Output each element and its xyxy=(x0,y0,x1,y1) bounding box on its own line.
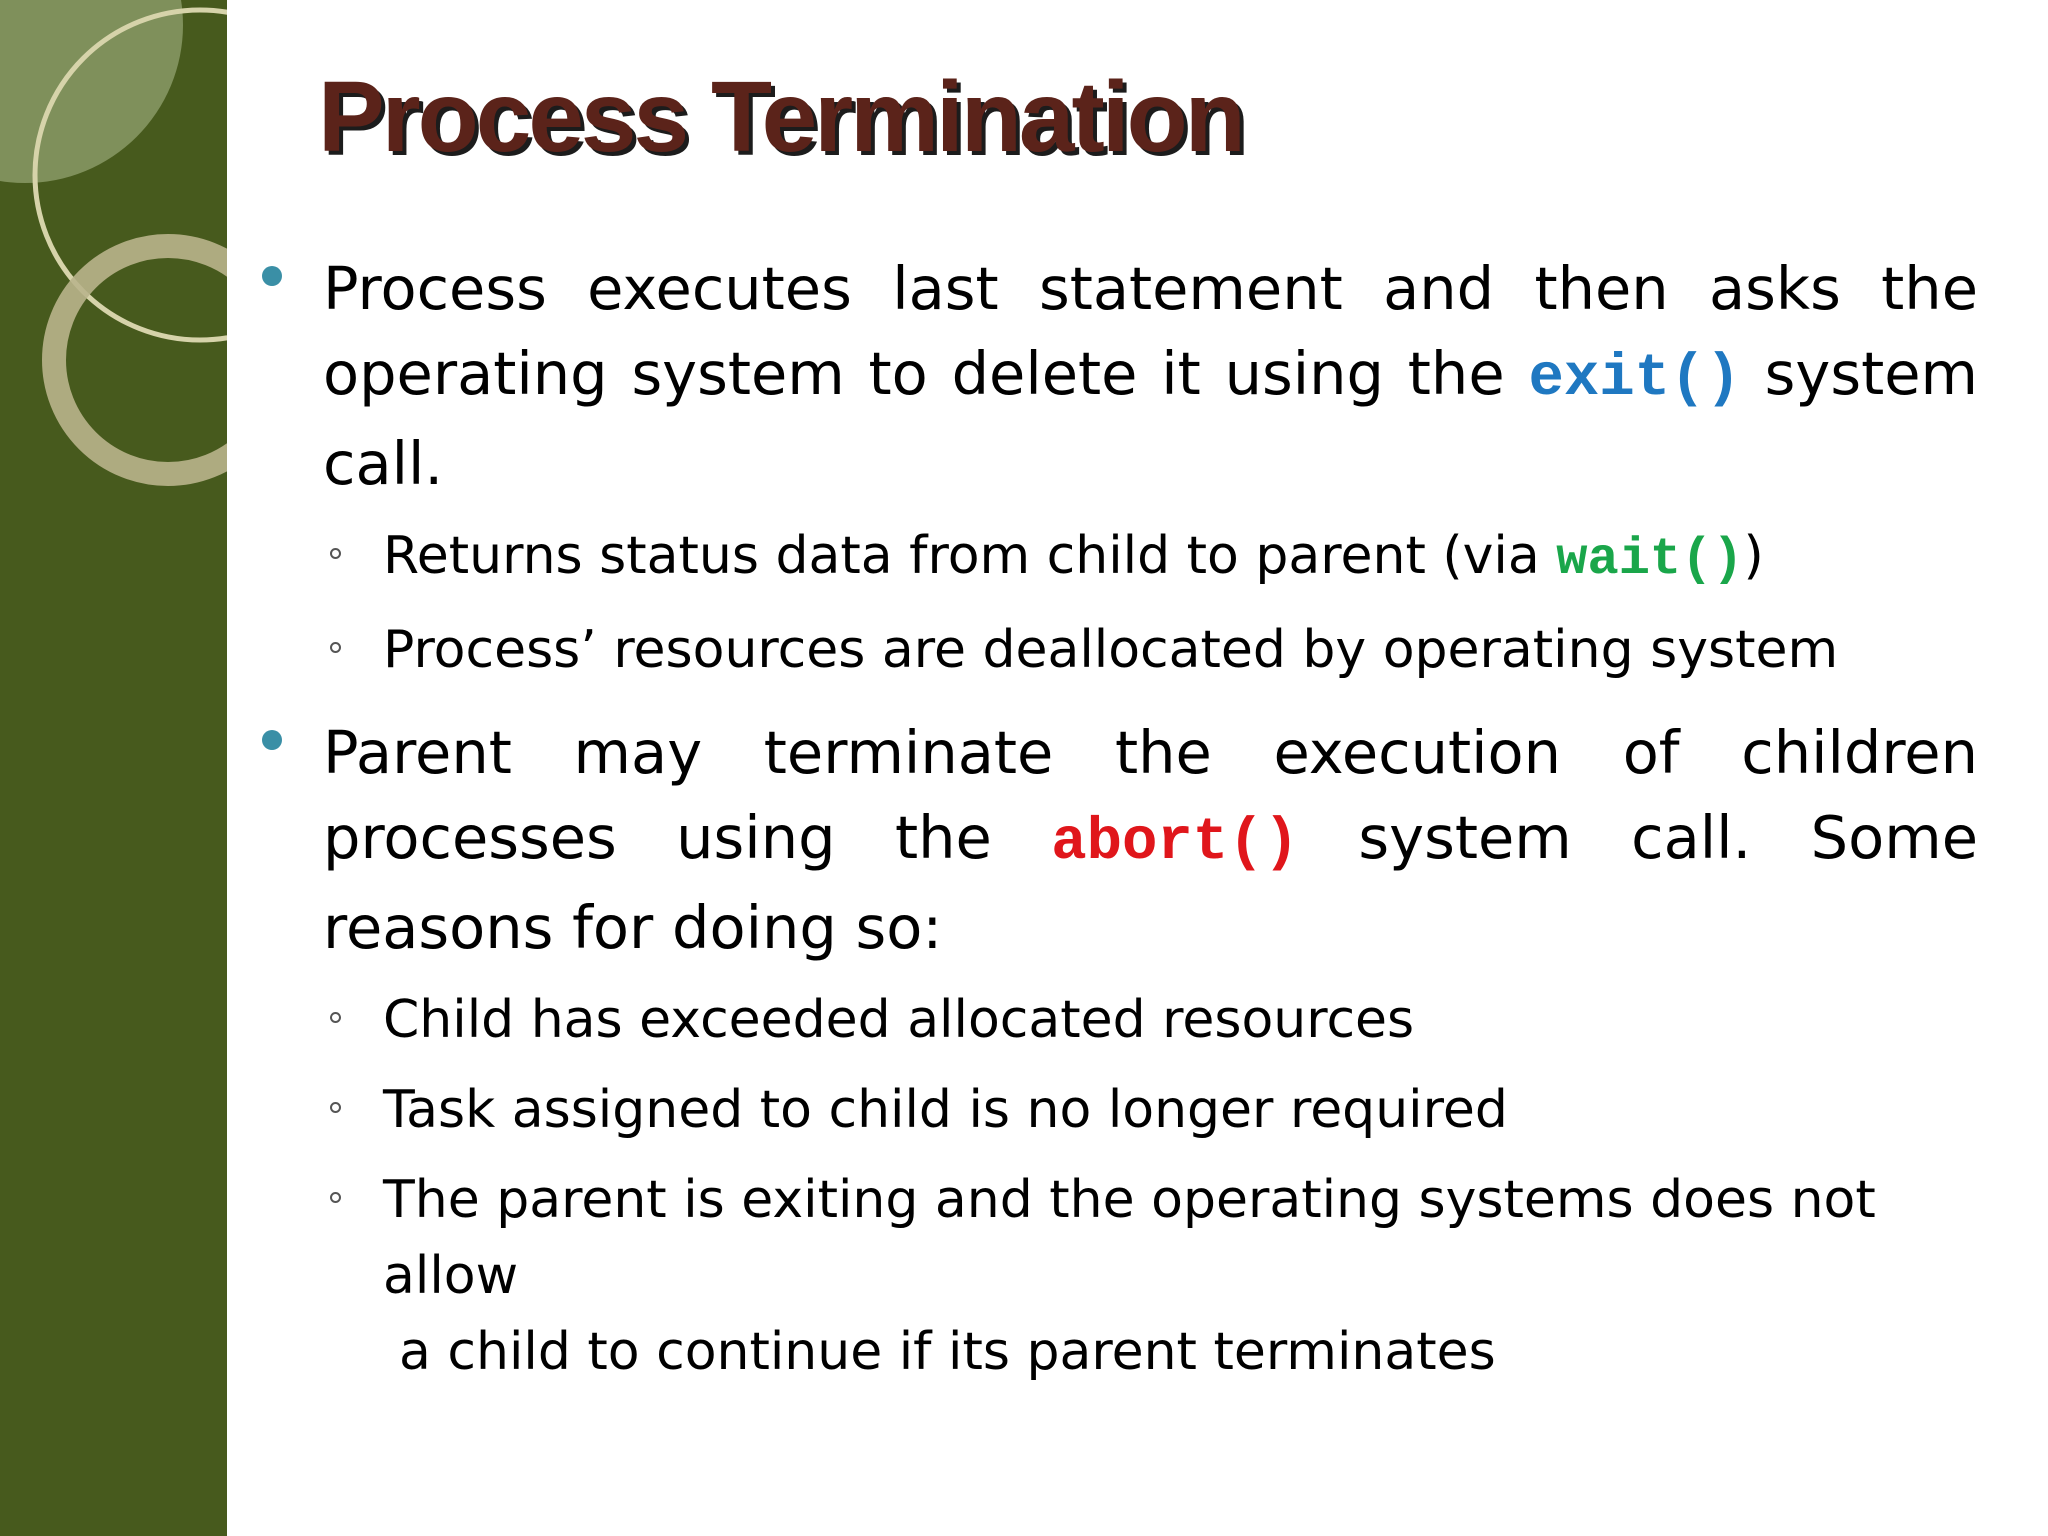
sub-bullet-text: Process’ resources are deallocated by operating system xyxy=(383,620,1839,680)
sub-bullet-circle-icon xyxy=(330,642,341,653)
abort-code: abort() xyxy=(1051,809,1300,876)
bullet-dot-icon xyxy=(262,266,282,286)
sub-bullet-text: Returns status data from child to parent (via xyxy=(383,526,1557,586)
sub-bullet-text: Child has exceeded allocated resources xyxy=(383,990,1415,1050)
sub-bullet-circle-icon xyxy=(330,548,341,559)
bullet-text: Parent may terminate the execution of children processes using the xyxy=(323,718,1978,872)
sub-bullet-text-line2: a child to continue if its parent terminates xyxy=(399,1322,1496,1382)
exit-code: exit() xyxy=(1528,345,1741,412)
sub-bullet-item xyxy=(240,982,1978,1058)
sub-bullet-item xyxy=(240,518,1978,598)
sub-bullet-item xyxy=(240,1162,1978,1390)
sub-bullet-item xyxy=(240,612,1978,688)
wait-code: wait() xyxy=(1556,530,1744,589)
bullet-text-end: system call. Some reasons for doing so: xyxy=(323,803,1978,962)
slide-title: Process Termination xyxy=(318,61,1243,173)
thick-ring xyxy=(54,246,227,474)
sub-bullet-circle-icon xyxy=(330,1192,341,1203)
sub-bullet-text: Task assigned to child is no longer required xyxy=(383,1080,1508,1140)
bullet-text: Process executes last statement and then asks the operating system to delete it using the xyxy=(323,254,1978,408)
bullet-dot-icon xyxy=(262,730,282,750)
sub-bullet-text-end: ) xyxy=(1743,526,1764,586)
bullet-item xyxy=(240,246,1978,506)
decorative-circles-icon xyxy=(0,0,227,1536)
bullet-item xyxy=(240,710,1978,970)
bullet-text-end: system call. xyxy=(323,339,1978,498)
sidebar-panel xyxy=(0,0,227,1536)
slide-body xyxy=(240,246,1978,1390)
sub-bullet-circle-icon xyxy=(330,1102,341,1113)
sub-bullet-item xyxy=(240,1072,1978,1148)
sub-bullet-circle-icon xyxy=(330,1012,341,1023)
light-quarter-disc xyxy=(0,0,183,183)
sub-bullet-text-line1: The parent is exiting and the operating systems does not allow xyxy=(383,1170,1876,1306)
